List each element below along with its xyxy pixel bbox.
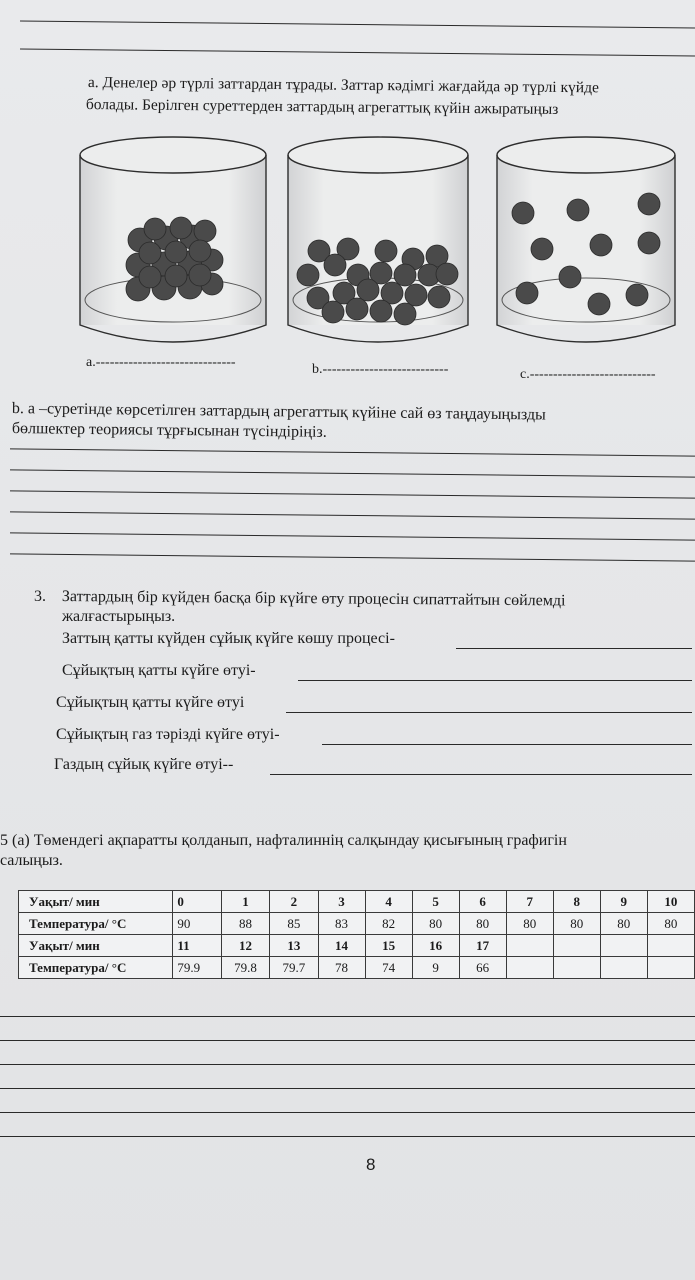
q3-blank-3[interactable] <box>286 712 692 713</box>
answer-line <box>20 20 695 28</box>
table-cell <box>647 957 694 979</box>
table-cell: 17 <box>459 935 506 957</box>
table-cell: 13 <box>270 935 318 957</box>
table-cell: 80 <box>647 913 694 935</box>
label-c: c.--------------------------- <box>520 367 656 382</box>
table-cell: 88 <box>221 913 269 935</box>
table-cell: 6 <box>459 891 506 913</box>
q3-item-4: Сұйықтың газ тәрізді күйге өтуі- <box>56 726 280 743</box>
answer-line <box>10 553 695 561</box>
table-cell <box>553 935 600 957</box>
section-a-line1: a. Денелер әр түрлі заттардан тұрады. Заттар кәдімгі жағдайда әр түрлі күйде <box>87 74 599 97</box>
table-cell: 15 <box>365 935 412 957</box>
answer-line <box>10 448 695 456</box>
table-cell: 79.9 <box>173 957 221 979</box>
table-cell: 82 <box>365 913 412 935</box>
solid-particles <box>126 217 223 301</box>
q3-item-1: Заттың қатты күйден сұйық күйге көшу процесі- <box>62 630 395 647</box>
label-b: b.--------------------------- <box>312 362 449 377</box>
table-cell: 16 <box>412 935 459 957</box>
table-cell: 9 <box>412 957 459 979</box>
table-row <box>19 935 695 957</box>
table-cell <box>553 957 600 979</box>
table-cell: 85 <box>270 913 318 935</box>
answer-line <box>10 532 695 540</box>
answer-line <box>10 490 695 498</box>
answer-line <box>10 511 695 519</box>
table-cell: 4 <box>365 891 412 913</box>
page-number: 8 <box>366 1155 376 1174</box>
table-cell: 80 <box>412 913 459 935</box>
beaker-illustrations <box>0 125 695 345</box>
answer-line <box>0 1016 695 1017</box>
table-cell <box>600 935 647 957</box>
table-cell: 12 <box>221 935 269 957</box>
table-cell: 8 <box>553 891 600 913</box>
table-row <box>19 957 695 979</box>
q3-blank-1[interactable] <box>456 648 692 649</box>
table-cell <box>600 957 647 979</box>
q3-blank-4[interactable] <box>322 744 692 745</box>
answer-line <box>0 1088 695 1089</box>
table-cell: 90 <box>173 913 221 935</box>
answer-line <box>10 469 695 477</box>
table-cell: 3 <box>318 891 365 913</box>
answer-line <box>0 1112 695 1113</box>
table-cell: 9 <box>600 891 647 913</box>
table-cell: 5 <box>412 891 459 913</box>
table-row <box>19 891 695 913</box>
table-cell: 14 <box>318 935 365 957</box>
table-cell <box>506 957 553 979</box>
answer-line <box>20 48 695 56</box>
answer-line <box>0 1064 695 1065</box>
q3-item-5: Газдың сұйық күйге өтуі-- <box>54 756 234 773</box>
table-cell <box>506 935 553 957</box>
label-a: a.------------------------------ <box>86 355 236 370</box>
row-header: Температура/ °C <box>19 913 173 935</box>
q3-item-3: Сұйықтың қатты күйге өтуі <box>56 694 245 711</box>
table-cell: 78 <box>318 957 365 979</box>
section-a-line2: болады. Берілген суреттерден заттардың агрегаттық күйін ажыратыңыз <box>85 96 559 118</box>
answer-line <box>0 1136 695 1137</box>
table-cell: 79.8 <box>221 957 269 979</box>
table-cell: 80 <box>459 913 506 935</box>
row-header: Температура/ °C <box>19 957 173 979</box>
row-header: Уақыт/ мин <box>19 891 173 913</box>
table-cell: 1 <box>221 891 269 913</box>
q3-line1: Заттардың бір күйден басқа бір күйге өту процесін сипаттайтын сөйлемді <box>61 588 566 610</box>
q5-line2: салыңыз. <box>0 852 63 869</box>
q3-blank-5[interactable] <box>270 774 692 775</box>
q5-line1: 5 (a) Төмендегі ақпаратты қолданып, нафталиннің салқындау қисығының графигін <box>0 832 567 849</box>
table-cell: 80 <box>600 913 647 935</box>
table-cell: 11 <box>173 935 221 957</box>
table-cell <box>647 935 694 957</box>
section-b-line1: b. a –суретінде көрсетілген заттардың агрегаттық күйіне сай өз таңдауыңызды <box>11 400 546 424</box>
table-cell: 74 <box>365 957 412 979</box>
q3-blank-2[interactable] <box>298 680 692 681</box>
q3-number: 3. <box>34 588 46 605</box>
table-cell: 66 <box>459 957 506 979</box>
answer-line <box>0 1040 695 1041</box>
q3-item-2: Сұйықтың қатты күйге өтуі- <box>62 662 256 679</box>
q3-line2: жалғастырыңыз. <box>62 608 176 625</box>
table-cell: 10 <box>647 891 694 913</box>
table-cell: 7 <box>506 891 553 913</box>
table-cell: 83 <box>318 913 365 935</box>
table-cell: 80 <box>506 913 553 935</box>
section-b-line2: бөлшектер теориясы тұрғысынан түсіндіріңіз. <box>11 420 327 441</box>
table-cell: 0 <box>173 891 221 913</box>
table-cell: 79.7 <box>270 957 318 979</box>
table-cell: 2 <box>270 891 318 913</box>
row-header: Уақыт/ мин <box>19 935 173 957</box>
table-cell: 80 <box>553 913 600 935</box>
table-row <box>19 913 695 935</box>
temperature-time-table <box>18 890 695 979</box>
